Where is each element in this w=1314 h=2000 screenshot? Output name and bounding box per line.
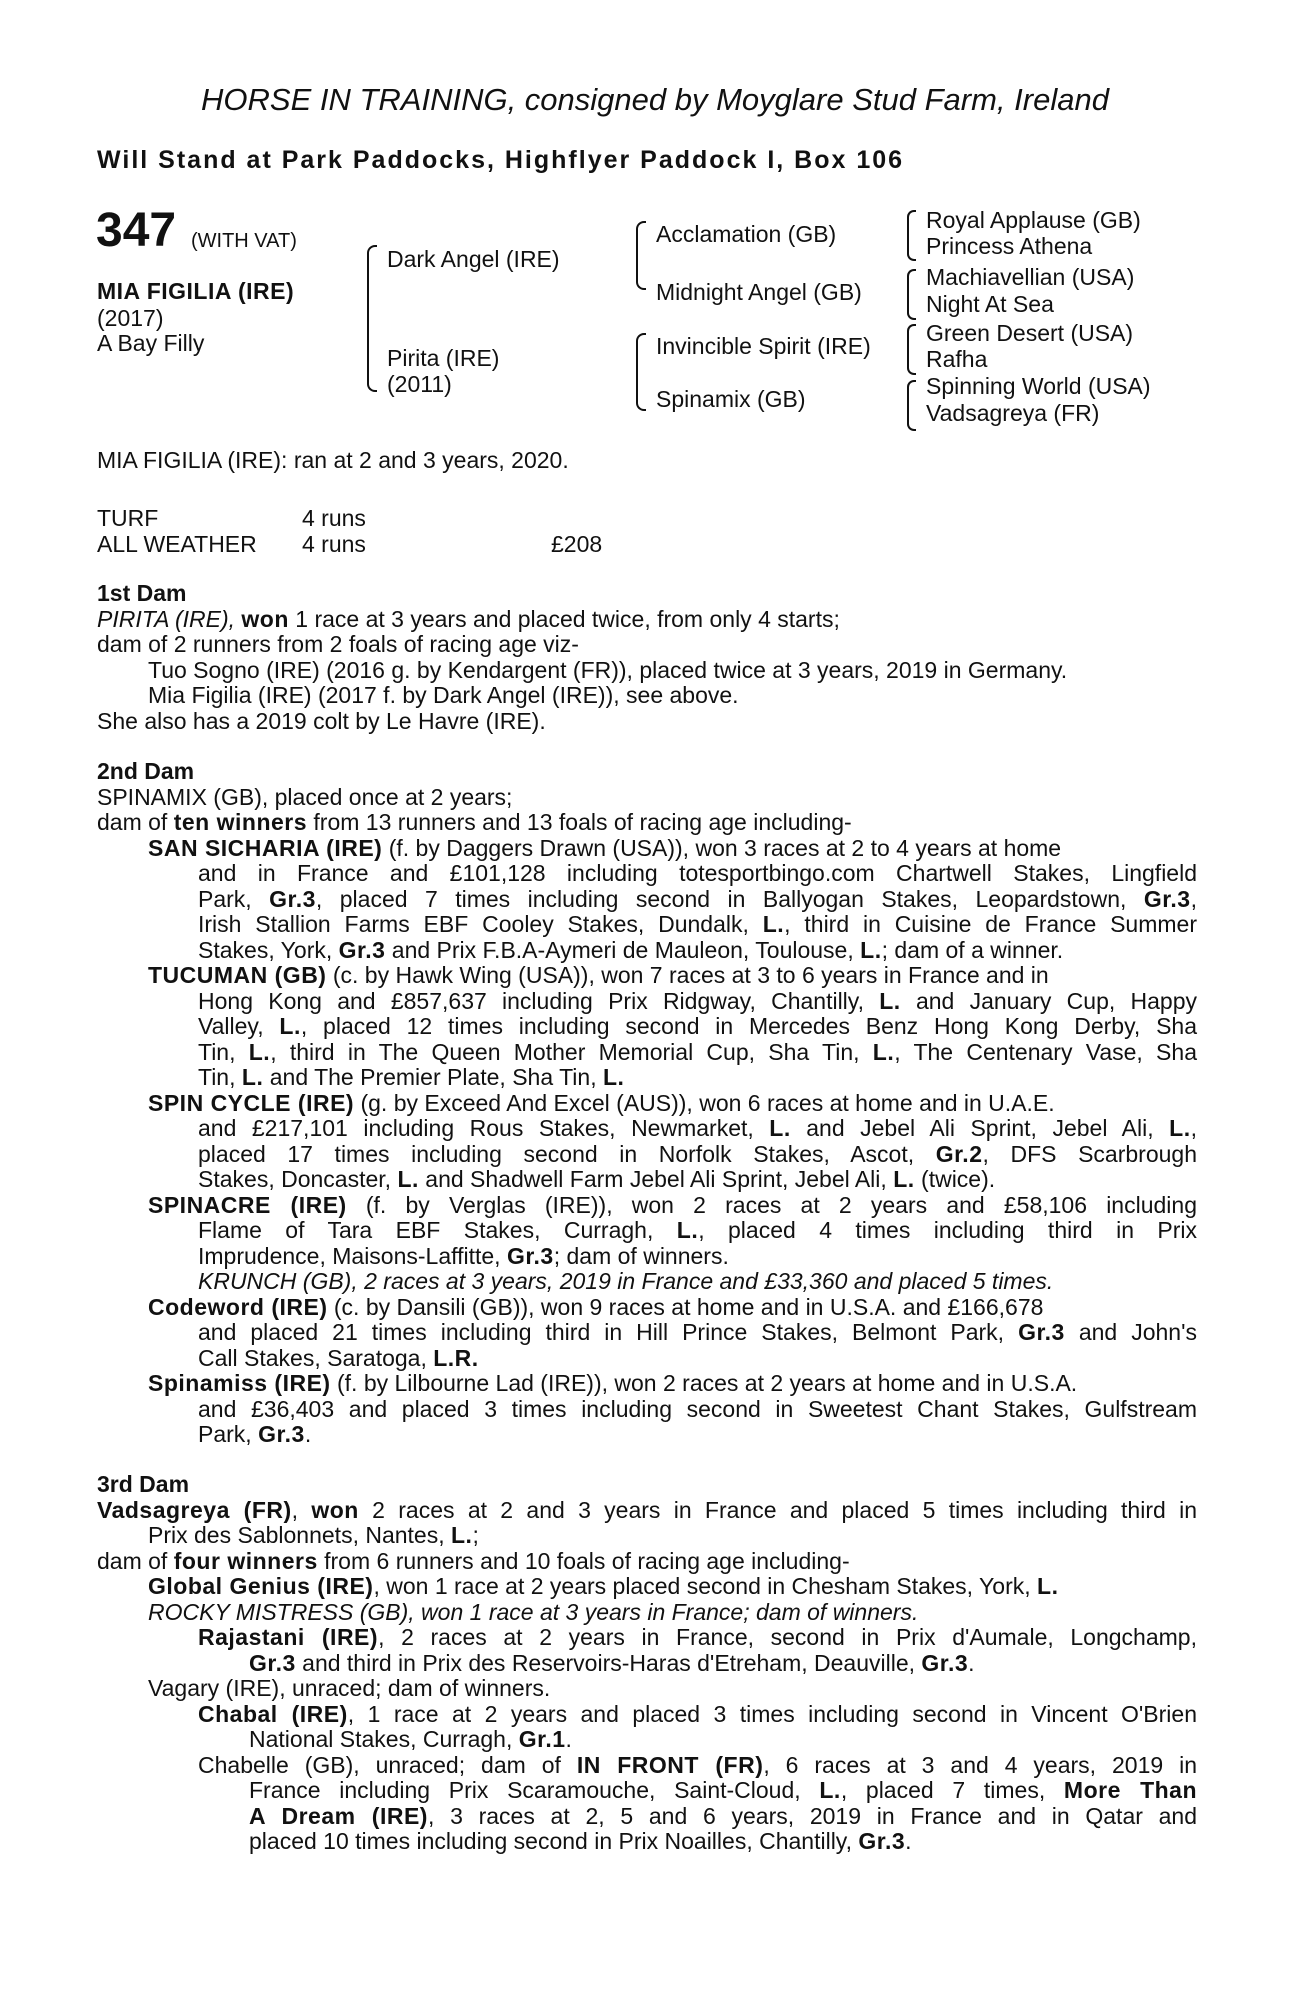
pedigree-g7: Spinning World (USA) [926, 373, 1151, 399]
entry-codeword: Codeword (IRE) (c. by Dansili (GB)), won 9 races at home and in U.S.A. and £166,678 and placed 21 times including third in Hill Prince Stakes, Belmont Park, Gr.3 and John's Call Stakes, Saratoga, L.R. [148, 1293, 1197, 1371]
second-dam-line-1: SPINAMIX (GB), placed once at 2 years; [97, 783, 513, 810]
aw-runs: 4 runs [302, 531, 366, 557]
first-dam-heading: 1st Dam [97, 580, 187, 606]
pedigree-dam-year: (2011) [387, 371, 452, 397]
horse-rajastani: Rajastani (IRE) [198, 1624, 379, 1650]
pedigree-sire: Dark Angel (IRE) [387, 246, 560, 272]
first-dam-record: 1 race at 3 years and placed twice, from only 4 starts; [288, 605, 840, 632]
entry-san-sicharia: SAN SICHARIA (IRE) (f. by Daggers Drawn (USA)), won 3 races at 2 to 4 years at home and in France and £101,128 including totesportbingo.com Chartwell Stakes, Lingfield Park, Gr.3, placed 7 times including second in Ballyogan Stakes, Leopardstown, Gr.3, Irish Stallion Farms EBF Cooley Stakes, Dundalk, L., third in Cuisine de France Summer Stakes, York, Gr.3 and Prix F.B.A-Aymeri de Mauleon, Toulouse, L.; dam of a winner. [148, 834, 1197, 963]
produce-krunch: KRUNCH (GB), 2 races at 3 years, 2019 in France and £33,360 and placed 5 times. [198, 1268, 1054, 1294]
produce-mia-figilia: Mia Figilia (IRE) (2017 f. by Dark Angel (IRE)), see above. [148, 682, 739, 708]
horse-tucuman: TUCUMAN (GB) [148, 962, 327, 988]
entry-spin-cycle: SPIN CYCLE (IRE) (g. by Exceed And Excel (AUS)), won 6 races at home and in U.A.E. and £217,101 including Rous Stakes, Newmarket, L. and Jebel Ali Sprint, Jebel Ali, L., placed 17 times including second in Norfolk Stakes, Ascot, Gr.2, DFS Scarbrough Stakes, Doncaster, L. and Shadwell Farm Jebel Ali Sprint, Jebel Ali, L. (twice). [148, 1089, 1197, 1192]
produce-tuo-sogno: Tuo Sogno (IRE) (2016 g. by Kendargent (FR)), placed twice at 3 years, 2019 in Germany. [148, 656, 1068, 683]
pedigree-bracket-3 [636, 333, 646, 411]
aw-label: ALL WEATHER [97, 531, 257, 557]
horse-spinacre: SPINACRE (IRE) [148, 1191, 347, 1218]
horse-name: MIA FIGILIA (IRE) [97, 278, 295, 304]
horse-year: (2017) [97, 305, 164, 331]
entry-tucuman: TUCUMAN (GB) (c. by Hawk Wing (USA)), won 7 races at 3 to 6 years in France and in Hong Kong and £857,637 including Prix Ridgway, Chantilly, L. and January Cup, Happy Valley, L., placed 12 times including second in Mercedes Benz Hong Kong Derby, Sha Tin, L., third in The Queen Mother Memorial Cup, Sha Tin, L., The Centenary Vase, Sha Tin, L. and The Premier Plate, Sha Tin, L. [148, 962, 1197, 1090]
pedigree-dam-dam: Spinamix (GB) [656, 386, 806, 412]
horse-rocky-mistress: ROCKY MISTRESS (GB), won 1 race at 3 years in France; dam of winners. [148, 1598, 919, 1625]
pedigree-bracket-4 [907, 210, 916, 261]
first-dam-won: won [241, 605, 289, 632]
pedigree-sire-dam: Midnight Angel (GB) [656, 279, 862, 305]
ten-winners: ten winners [173, 809, 308, 835]
entry-spinacre: SPINACRE (IRE) (f. by Verglas (IRE)), won 2 races at 2 years and £58,106 including Flame of Tara EBF Stakes, Curragh, L., placed 4 times including third in Prix Imprudence, Maisons-Laffitte, Gr.3; dam of winners. KRUNCH (GB), 2 races at 3 years, 2019 in France and £33,360 and placed 5 times. [97, 1193, 1197, 1295]
third-dam-section: 3rd Dam Vadsagreya (FR), won 2 races at 2 and 3 years in France and placed 5 times including third in Prix des Sablonnets, Nantes, L.; dam of four winners from 6 runners and 10 foals of racing age including- Global Genius (IRE), won 1 race at 2 years placed second in Chesham Stakes, York, L. ROCKY MISTRESS (GB), won 1 race at 3 years in France; dam of winners. Rajastani (IRE), 2 races at 2 years in France, second in Prix d'Aumale, Longchamp, Gr.3 and third in Prix des Reservoirs-Haras d'Etreham, Deauville, Gr.3. Vagary (IRE), unraced; dam of winners. Chabal (IRE), 1 race at 2 years and placed 3 times including second in Vincent O'Brien National Stakes, Curragh, Gr.1. Chabelle (GB), unraced; dam of IN FRONT (FR), 6 races at 3 and 4 years, 2019 in France including Prix Scaramouche, Saint-Cloud, L., placed 7 times, More Than A Dream (IRE), 3 races at 2, 5 and 6 years, 2019 in France and in Qatar and placed 10 times including second in Prix Noailles, Chantilly, Gr.3. [97, 1471, 1198, 1854]
pedigree-bracket-5 [907, 269, 916, 320]
horse-codeword: Codeword (IRE) [148, 1293, 328, 1320]
pedigree-g6: Rafha [926, 346, 988, 372]
pedigree-g3: Machiavellian (USA) [926, 264, 1135, 290]
second-dam-line-2: dam of ten winners from 13 runners and 13 foals of racing age including- [97, 809, 852, 835]
horse-chabal: Chabal (IRE) [198, 1700, 348, 1727]
pedigree-sire-sire: Acclamation (GB) [656, 221, 837, 247]
pedigree-dam-sire: Invincible Spirit (IRE) [656, 333, 871, 359]
first-dam-section [97, 581, 1197, 734]
aw-prize: £208 [551, 531, 603, 557]
pedigree-g5: Green Desert (USA) [926, 320, 1134, 346]
pedigree-g1: Royal Applause (GB) [926, 207, 1141, 233]
pedigree-bracket-1 [367, 245, 377, 392]
pedigree-g8: Vadsagreya (FR) [926, 400, 1100, 426]
pedigree-bracket-7 [907, 380, 916, 431]
horse-global-genius: Global Genius (IRE) [148, 1573, 374, 1599]
produce-2019-colt: She also has a 2019 colt by Le Havre (IRE). [97, 707, 546, 734]
pedigree-bracket-2 [636, 221, 646, 290]
horse-vagary: Vagary (IRE), unraced; dam of winners. [148, 1675, 551, 1701]
turf-label: TURF [97, 505, 159, 531]
pedigree-bracket-6 [907, 324, 916, 375]
pedigree-g4: Night At Sea [926, 291, 1054, 317]
first-dam-name: PIRITA (IRE), [97, 605, 242, 632]
record-summary: MIA FIGILIA (IRE): ran at 2 and 3 years, 2020. [97, 447, 569, 473]
location-line: Will Stand at Park Paddocks, Highflyer Paddock I, Box 106 [97, 146, 905, 174]
second-dam-section [97, 759, 1197, 1448]
catalogue-header: HORSE IN TRAINING, consigned by Moyglare Stud Farm, Ireland [201, 82, 1109, 117]
horse-san-sicharia: SAN SICHARIA (IRE) [148, 834, 383, 861]
second-dam-heading: 2nd Dam [97, 758, 195, 784]
lot-number: 347 [96, 204, 177, 257]
four-winners: four winners [173, 1547, 318, 1574]
pedigree-dam: Pirita (IRE) [387, 345, 500, 371]
horse-chabelle: Chabelle (GB), unraced; dam of [198, 1751, 577, 1778]
first-dam-produce-intro: dam of 2 runners from 2 foals of racing age viz- [97, 631, 579, 657]
turf-runs: 4 runs [302, 505, 366, 531]
pedigree-g2: Princess Athena [926, 233, 1093, 259]
horse-vadsagreya: Vadsagreya (FR) [97, 1496, 292, 1523]
horse-spin-cycle: SPIN CYCLE (IRE) [148, 1089, 355, 1116]
vat-note: (WITH VAT) [191, 230, 297, 252]
horse-spinamiss: Spinamiss (IRE) [148, 1370, 331, 1396]
horse-description: A Bay Filly [97, 330, 205, 356]
entry-spinamiss: Spinamiss (IRE) (f. by Lilbourne Lad (IRE)), won 2 races at 2 years at home and in U.S.A. and £36,403 and placed 3 times including second in Sweetest Chant Stakes, Gulfstream Park, Gr.3. [148, 1370, 1197, 1447]
third-dam-heading: 3rd Dam [97, 1471, 190, 1497]
